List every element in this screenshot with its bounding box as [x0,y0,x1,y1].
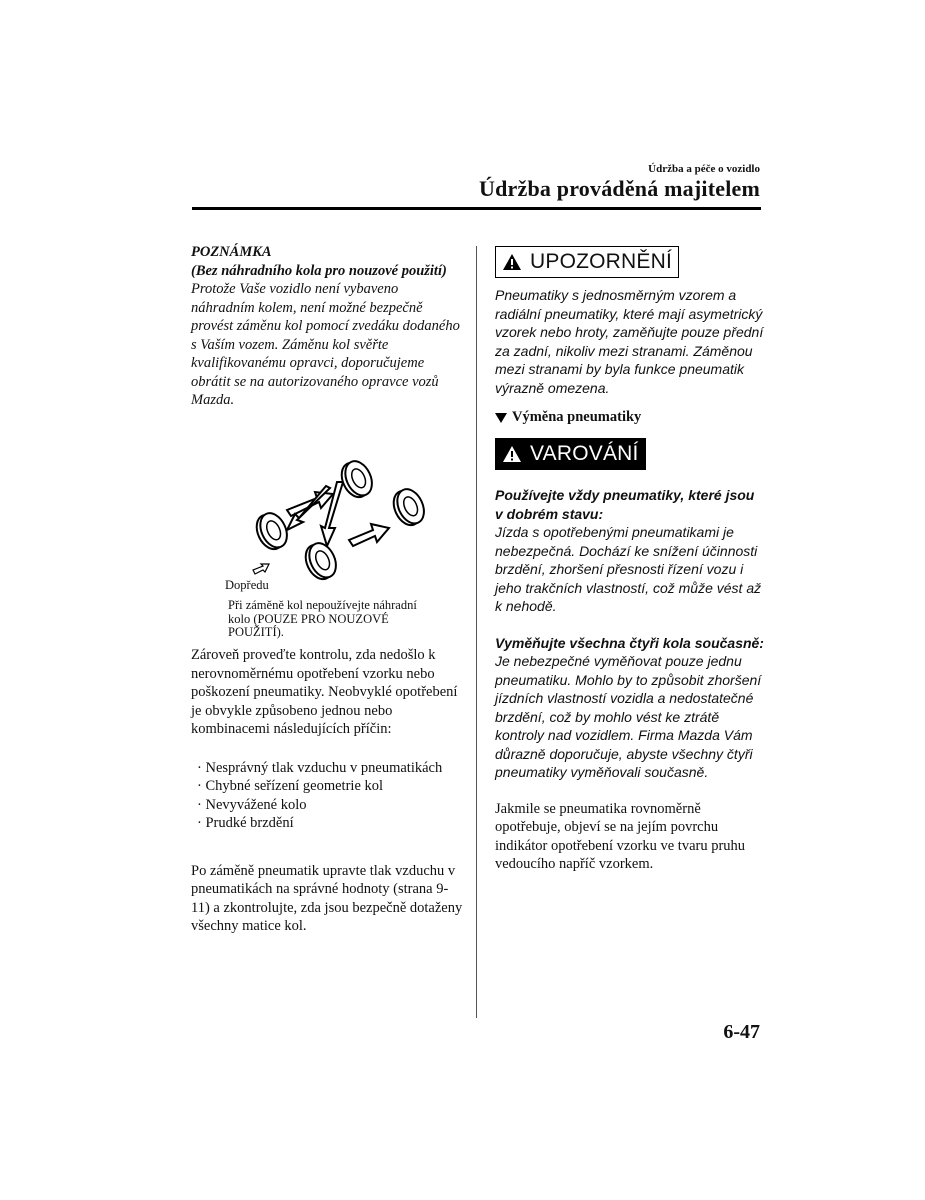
forward-arrow-icon [253,564,269,574]
caution-text: Pneumatiky s jednosměrným vzorem a radiální pneumatiky, které mají asymetrický vzorek nebo hroty, zaměňujte pouze přední za zadní, nikoliv mezi stranami. Záměnou mezi stranami by byla funkce pneumatik výrazně omezena. [495,287,764,396]
warning-title: Používejte vždy pneumatiky, které jsou v dobrém stavu: [495,487,755,522]
list-item: · Nesprávný tlak vzduchu v pneumatikách [197,759,466,778]
list-item: · Nevyvážené kolo [197,796,466,815]
figure-caption: Při záměně kol nepoužívejte náhradní kolo (POUZE PRO NOUZOVÉ POUŽITÍ). [228,598,417,639]
tire-rear-left [252,509,293,553]
list-item: · Prudké brzdění [197,814,466,833]
page-number: 6-47 [723,1021,760,1043]
warning-label: VAROVÁNÍ [530,442,639,465]
section-header: Údržba a péče o vozidlo [648,163,760,175]
subheading-row [495,409,765,426]
warning-text: Je nebezpečné vyměňovat pouze jednu pneumatiku. Mohlo by to způsobit zhoršení jízdních vlastností vozidla a nedostatečné brzdění, což by mohlo vést ke ztrátě kontroly nad vozidlem. Firma Mazda Vám důrazně doporučuje, abyste všechny čtyři pneumatiky vyměňovali současně. [495,653,762,780]
page-title: Údržba prováděná majitelem [479,176,760,201]
right-column [495,246,765,874]
tire-front-left [337,457,378,501]
warning-block-2 [495,634,765,782]
column-divider [476,246,477,1018]
note-label: POZNÁMKA [191,244,272,260]
subheading: Výměna pneumatiky [512,409,642,425]
list-item: · Chybné seřízení geometrie kol [197,777,466,796]
paragraph: Zároveň proveďte kontrolu, zda nedošlo k nerovnoměrnému opotřebení vzorku nebo poškození pneumatiky. Neobvyklé opotřebení je obvykle způsobeno jednou nebo kombinacemi následujících příčin: [191,647,458,737]
paragraph: Po záměně pneumatik upravte tlak vzduchu v pneumatikách na správné hodnoty (strana 9-11) a zkontrolujte, zda jsou bezpečně dotaženy všechny matice kol. [191,862,463,934]
tire-rotation-diagram [225,452,445,582]
left-body [191,646,466,936]
warning-badge [495,438,646,470]
warning-title: Vyměňujte všechna čtyři kola současně: [495,634,764,651]
header-rule [192,207,761,210]
triangle-down-icon [495,413,507,423]
warning-text: Jízda s opotřebenými pneumatikami je nebezpečná. Dochází ke snížení účinnosti brzdění, zhoršení přesnosti řízení vozu i jeho trakčních vlastností, což může vést až k nehodě. [495,524,762,614]
figure-forward-label: Dopředu [225,578,269,592]
note-subtitle: (Bez náhradního kola pro nouzové použití) [191,262,447,279]
warning-block-1 [495,486,765,616]
rotation-arrow [349,524,389,546]
warning-triangle-icon [502,445,522,463]
note-text: Protože Vaše vozidlo není vybaveno náhradním kolem, není možné bezpečně provést záměnu kol pomocí zvedáku dodaného s Vaším vozem. Záměnu kol svěřte kvalifikovanému opravci, doporučujeme obrátit se na autorizovaného opravce vozů Mazda. [191,281,460,408]
tire-front-right [389,485,430,529]
note-block [191,243,461,410]
warning-triangle-icon [502,253,522,271]
caution-label: UPOZORNĚNÍ [530,250,673,273]
tire-rotation-figure [225,452,445,648]
caution-badge [495,246,679,278]
cause-list [197,759,466,833]
tire-rear-right [301,539,342,582]
paragraph: Jakmile se pneumatika rovnoměrně opotřebuje, objeví se na jejím povrchu indikátor opotřebení vzorku ve tvaru pruhu vedoucího napříč vzorkem. [495,800,746,872]
